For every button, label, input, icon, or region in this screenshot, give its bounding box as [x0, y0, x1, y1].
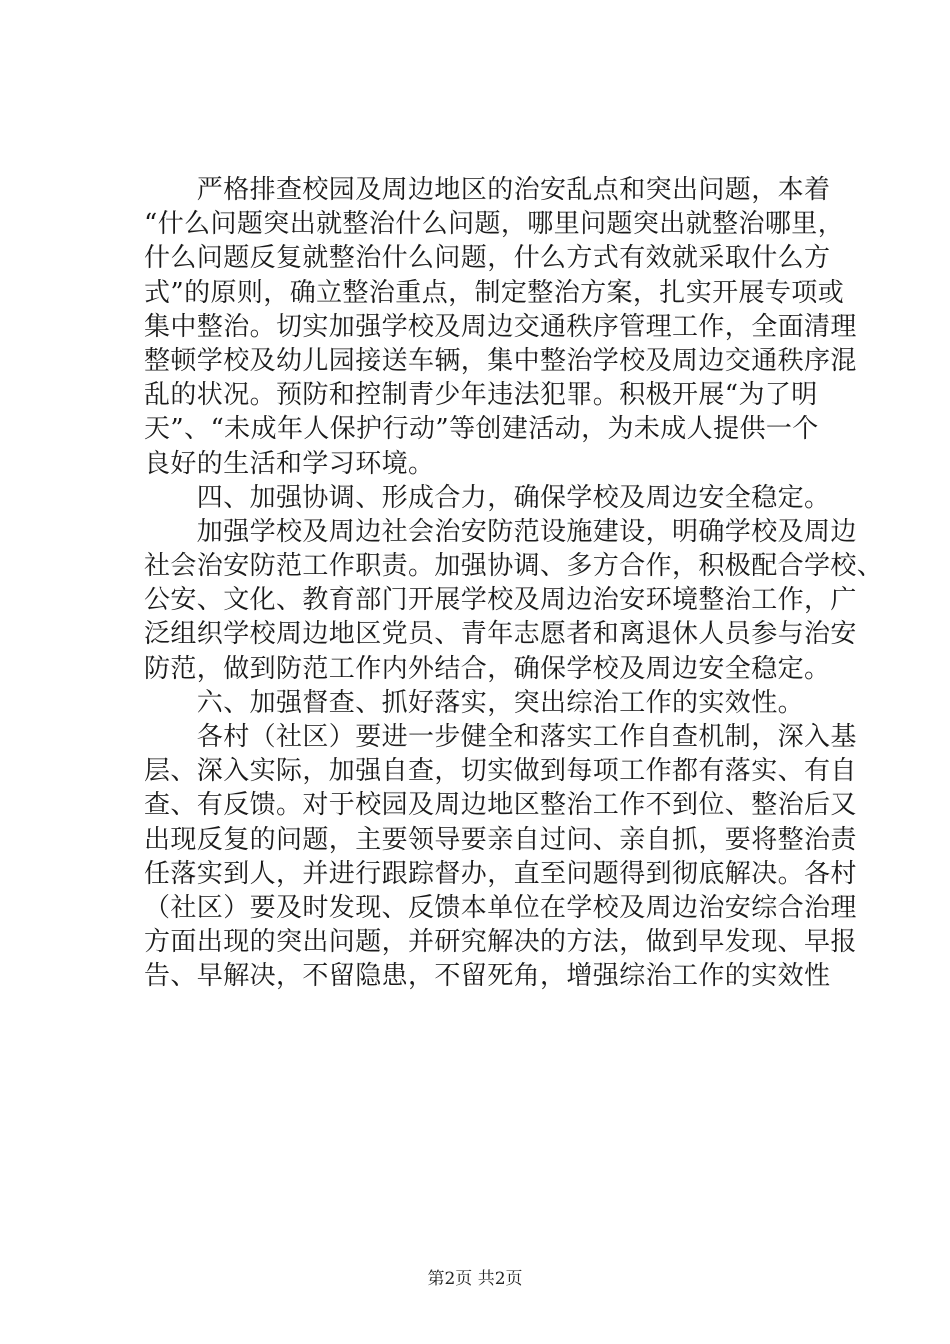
text-line: 乱的状况。预防和控制青少年违法犯罪。积极开展“为了明: [144, 380, 818, 411]
text-line: 任落实到人，并进行跟踪督办，直至问题得到彻底解决。各村: [144, 858, 857, 889]
text-line: 什么问题反复就整治什么问题，什么方式有效就采取什么方: [144, 243, 831, 274]
text-line: 式”的原则，确立整治重点，制定整治方案，扎实开展专项或: [144, 277, 845, 308]
text-line: 加强学校及周边社会治安防范设施建设，明确学校及周边: [144, 516, 857, 547]
text-line: 层、深入实际，加强自查，切实做到每项工作都有落实、有自: [144, 756, 857, 787]
text-line: 泛组织学校周边地区党员、青年志愿者和离退休人员参与治安: [144, 619, 857, 650]
text-line: 各村（社区）要进一步健全和落实工作自查机制，深入基: [144, 722, 857, 752]
section-heading: 四、加强协调、形成合力，确保学校及周边安全稳定。: [144, 482, 831, 513]
text-line: 防范，做到防范工作内外结合，确保学校及周边安全稳定。: [144, 653, 831, 684]
text-line: （社区）要及时发现、反馈本单位在学校及周边治安综合治理: [144, 892, 857, 923]
text-line: 出现反复的问题，主要领导要亲自过问、亲自抓，要将整治责: [144, 824, 857, 855]
text-line: 方面出现的突出问题，并研究解决的方法，做到早发现、早报: [144, 927, 857, 958]
text-line: 社会治安防范工作职责。加强协调、多方合作，积极配合学校、: [144, 551, 884, 582]
document-body: [144, 173, 884, 994]
text-line: 天”、“未成年人保护行动”等创建活动，为未成人提供一个: [144, 414, 819, 445]
text-line: 集中整治。切实加强学校及周边交通秩序管理工作，全面清理: [144, 311, 857, 342]
section-heading: 六、加强督查、抓好落实，突出综治工作的实效性。: [144, 687, 805, 718]
text-line: 整顿学校及幼儿园接送车辆，集中整治学校及周边交通秩序混: [144, 345, 857, 376]
text-line: “什么问题突出就整治什么问题，哪里问题突出就整治哪里，: [144, 209, 845, 240]
text-line: 查、有反馈。对于校园及周边地区整治工作不到位、整治后又: [144, 790, 857, 821]
page-number-footer: 第2页 共2页: [427, 1269, 523, 1289]
text-line: 公安、文化、教育部门开展学校及周边治安环境整治工作，广: [144, 585, 857, 616]
text-line: 严格排查校园及周边地区的治安乱点和突出问题，本着: [144, 175, 831, 205]
text-line: 良好的生活和学习环境。: [144, 448, 435, 479]
text-line: 告、早解决，不留隐患，不留死角，增强综治工作的实效性: [144, 961, 831, 992]
